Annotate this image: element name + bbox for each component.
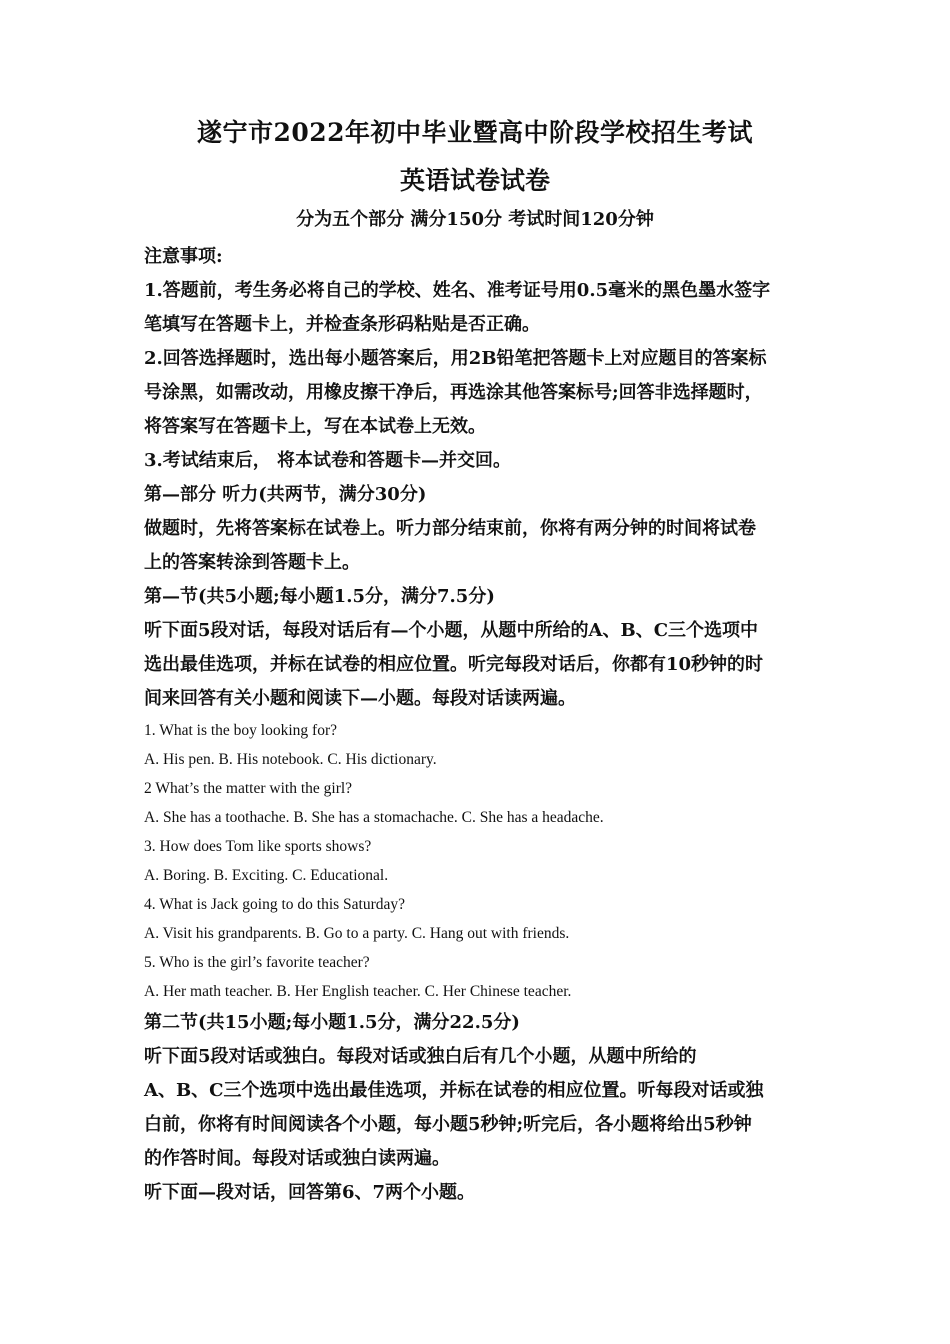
exam-content — [144, 240, 806, 1210]
part1-intro-line-2: 上的答案转涂到答题卡上。 — [144, 552, 360, 573]
question-1-options: A. His pen. B. His notebook. C. His dictionary. — [144, 751, 437, 768]
question-2-options: A. She has a toothache. B. She has a stomachache. C. She has a headache. — [144, 809, 604, 826]
notice-item-2-line-2: 号涂黑，如需改动，用橡皮擦干净后，再选涂其他答案标号;回答非选择题时， — [144, 382, 763, 403]
section1-intro-line-2: 选出最佳选项，并标在试卷的相应位置。听完每段对话后，你都有10秒钟的时 — [144, 654, 764, 675]
exam-info: 分为五个部分 满分150分 考试时间120分钟 — [296, 209, 654, 230]
notice-item-2-line-1: 2.回答选择题时，选出每小题答案后，用2B铅笔把答题卡上对应题目的答案标 — [144, 348, 767, 369]
section2-next-instruction: 听下面—段对话，回答第6、7两个小题。 — [144, 1182, 476, 1203]
exam-subtitle: 英语试卷试卷 — [399, 166, 550, 195]
part1-intro-line-1: 做题时，先将答案标在试卷上。听力部分结束前，你将有两分钟的时间将试卷 — [144, 518, 756, 539]
question-3: 3. How does Tom like sports shows? — [144, 838, 372, 855]
notice-heading: 注意事项: — [144, 246, 223, 267]
exam-title: 遂宁市2022年初中毕业暨高中阶段学校招生考试 — [196, 118, 754, 147]
section1-intro-line-3: 间来回答有关小题和阅读下—小题。每段对话读两遍。 — [144, 688, 576, 709]
notice-item-1-line-1: 1.答题前，考生务必将自己的学校、姓名、准考证号用0.5毫米的黑色墨水签字 — [144, 280, 771, 301]
notice-item-2-line-3: 将答案写在答题卡上，写在本试卷上无效。 — [144, 416, 486, 437]
notice-item-1-line-2: 笔填写在答题卡上，并检查条形码粘贴是否正确。 — [144, 314, 540, 335]
section1-heading: 第—节(共5小题;每小题1.5分，满分7.5分) — [144, 586, 495, 607]
question-3-options: A. Boring. B. Exciting. C. Educational. — [144, 867, 389, 884]
question-5-options: A. Her math teacher. B. Her English teacher. C. Her Chinese teacher. — [144, 983, 572, 1000]
section1-intro-line-1: 听下面5段对话，每段对话后有—个小题，从题中所给的A、B、C三个选项中 — [144, 620, 759, 641]
question-4-options: A. Visit his grandparents. B. Go to a party. C. Hang out with friends. — [144, 925, 570, 942]
section2-heading: 第二节(共15小题;每小题1.5分，满分22.5分) — [144, 1012, 520, 1033]
section2-intro-line-3: 白前，你将有时间阅读各个小题，每小题5秒钟;听完后，各小题将给出5秒钟 — [144, 1114, 752, 1135]
notice-item-3: 3.考试结束后， 将本试卷和答题卡—并交回。 — [144, 450, 512, 471]
section2-intro-line-2: A、B、C三个选项中选出最佳选项，并标在试卷的相应位置。听每段对话或独 — [144, 1080, 764, 1101]
question-5: 5. Who is the girl’s favorite teacher? — [144, 954, 370, 971]
section2-intro-line-4: 的作答时间。每段对话或独白读两遍。 — [144, 1148, 450, 1169]
section2-intro-line-1: 听下面5段对话或独白。每段对话或独白后有几个小题，从题中所给的 — [144, 1046, 697, 1067]
question-4: 4. What is Jack going to do this Saturday? — [144, 896, 406, 913]
part1-heading: 第—部分 听力(共两节，满分30分) — [144, 484, 427, 505]
question-2: 2 What’s the matter with the girl? — [144, 780, 353, 797]
question-1: 1. What is the boy looking for? — [144, 722, 338, 739]
